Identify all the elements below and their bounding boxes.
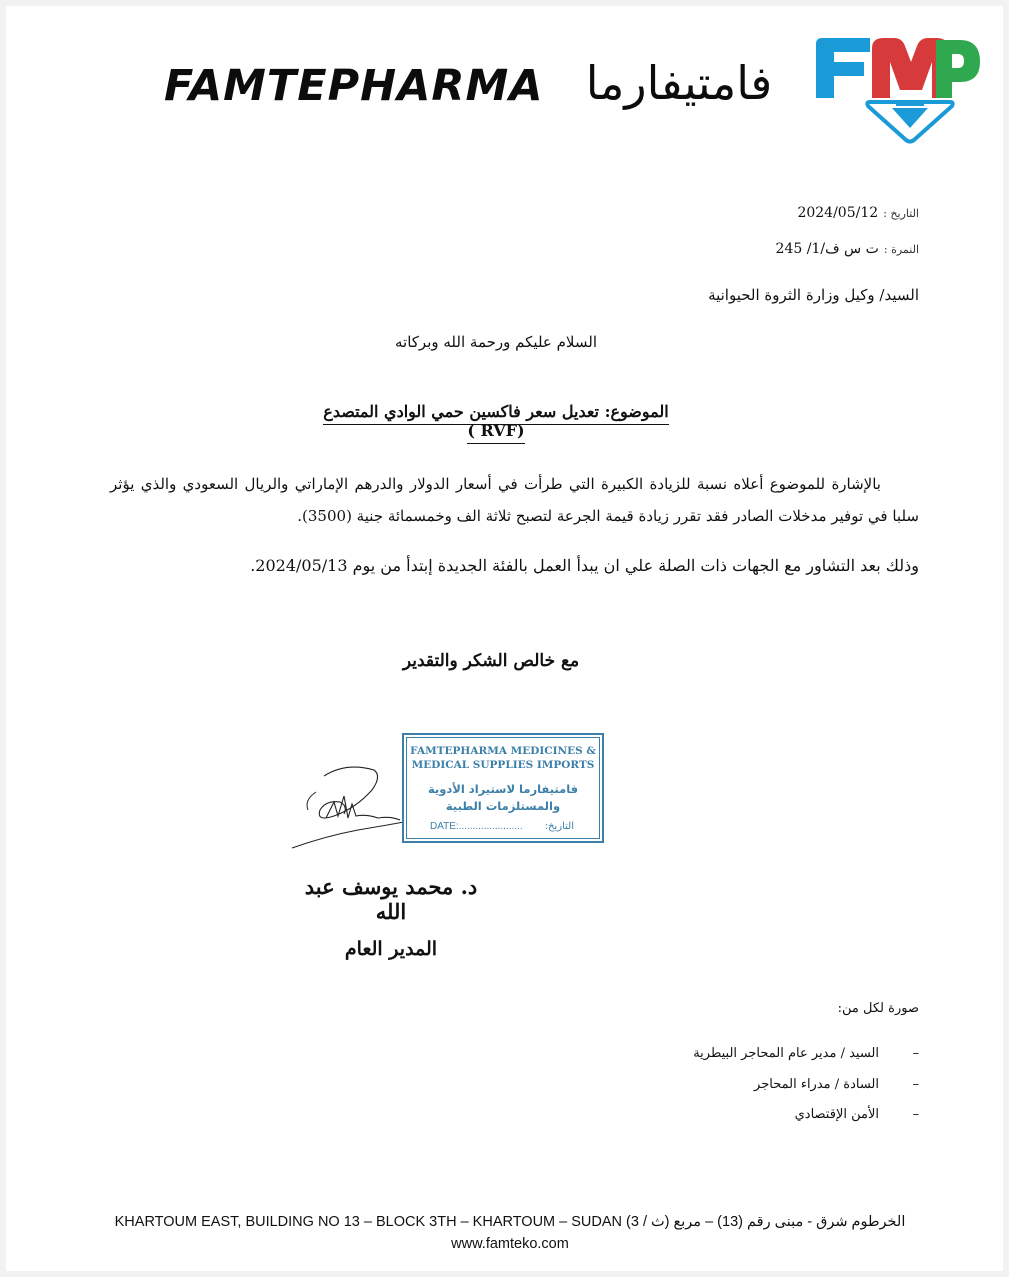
cc-item-text: السيد / مدير عام المحاجر البيطرية (693, 1046, 879, 1061)
cc-item (795, 1107, 919, 1122)
stamp-line-1: FAMTEPHARMA MEDICINES & (410, 745, 596, 757)
cc-item-dash: – (912, 1107, 919, 1122)
fmp-logo-icon (812, 36, 982, 144)
subject-line (306, 402, 686, 440)
stamp-arabic-text (410, 781, 596, 815)
company-stamp (402, 733, 604, 843)
cc-item-text: الأمن الإقتصادي (794, 1107, 879, 1122)
cc-title: صورة لكل من: (837, 1001, 919, 1016)
stamp-date-field: DATE:....................... (430, 821, 523, 832)
greeting: السلام عليكم ورحمة الله وبركاته (395, 333, 597, 351)
subject-text: الموضوع: تعديل سعر فاكسين حمي الوادي المتصدع (RVF ) (323, 402, 668, 444)
stamp-english-text (410, 744, 596, 772)
stamp-line-2: MEDICAL SUPPLIES IMPORTS (411, 759, 595, 771)
closing-line: مع خالص الشكر والتقدير (402, 651, 580, 671)
cc-item-dash: – (912, 1077, 919, 1092)
cc-item (693, 1046, 919, 1061)
body-paragraph-2: وذلك بعد التشاور مع الجهات ذات الصلة علي ان يبدأ العمل بالفئة الجديدة إبتدأ من يوم 2024/05/13. (250, 556, 919, 575)
cc-item (754, 1077, 919, 1092)
date-value: 2024/05/12 (797, 205, 879, 221)
reference-row (776, 238, 919, 257)
signer-position: المدير العام (344, 938, 438, 960)
letter-page (6, 6, 1003, 1271)
date-row (797, 202, 919, 221)
brand-name-arabic: فامتيفارما (585, 56, 773, 110)
footer-address: KHARTOUM EAST, BUILDING NO 13 – BLOCK 3TH – KHARTOUM – SUDAN (3 / ث) الخرطوم شرق - مبنى رقم (13) – مربع (114, 1214, 906, 1230)
signer-name: د. محمد يوسف عبد الله (304, 874, 478, 924)
footer-website[interactable]: www.famteko.com (451, 1236, 569, 1252)
stamp-date-label-arabic: التاريخ: (544, 821, 574, 832)
reference-label: النمرة : (883, 243, 919, 256)
stamp-arabic-line-2: والمستلزمات الطبية (445, 799, 561, 813)
signature-scribble (286, 756, 421, 856)
cc-item-dash: – (912, 1046, 919, 1061)
cc-item-text: السادة / مدراء المحاجر (754, 1077, 879, 1092)
date-label: التاريخ : (883, 207, 919, 220)
brand-name-english: FAMTEPHARMA (164, 61, 544, 111)
stamp-arabic-line-1: فامتيفارما لاستيراد الأدوية (427, 782, 579, 796)
body-paragraph-1: بالإشارة للموضوع أعلاه نسبة للزيادة الكبيرة التي طرأت في أسعار الدولار والدرهم الإماراتي والريال السعودي والذي يؤثر سلبا في توفير مدخلات الصادر فقد تقرر زيادة قيمة الجرعة لتصبح ثلاثة الف وخمسمائة جنية (3500). (110, 475, 919, 525)
reference-value: ت س ف/1/ 245 (775, 241, 879, 257)
addressee: السيد/ وكيل وزارة الثروة الحيوانية (708, 286, 919, 304)
